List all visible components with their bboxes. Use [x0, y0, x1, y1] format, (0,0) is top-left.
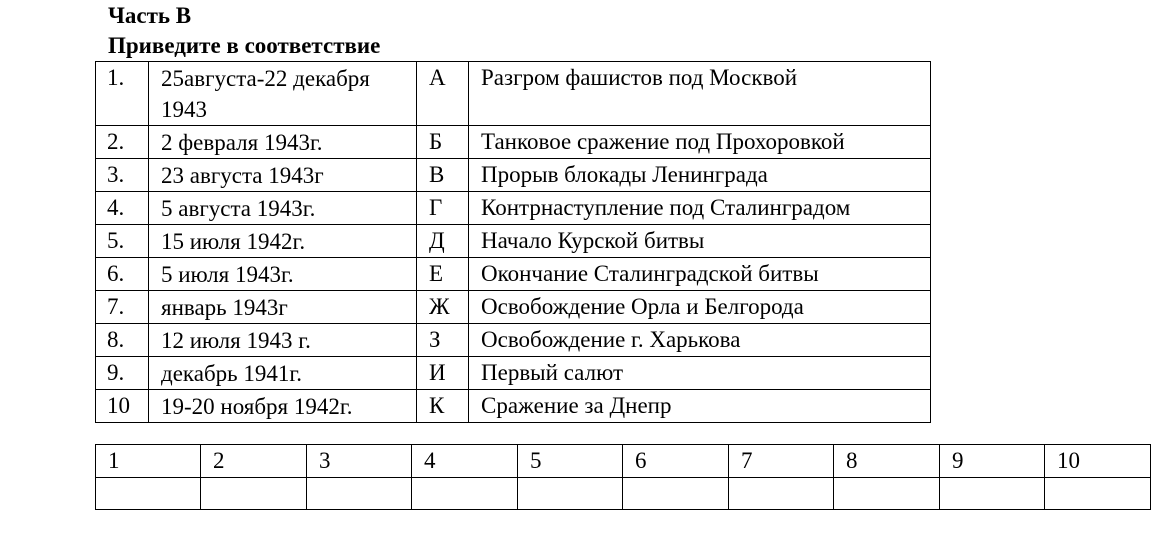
- row-number: 2.: [96, 126, 149, 159]
- letter-cell: Д: [417, 225, 469, 258]
- answer-cell[interactable]: [96, 477, 201, 509]
- answer-cell[interactable]: [307, 477, 412, 509]
- answer-header-cell: 1: [96, 445, 201, 478]
- answer-header-cell: 3: [307, 445, 412, 478]
- letter-cell: И: [417, 357, 469, 390]
- event-cell: Начало Курской битвы: [469, 225, 931, 258]
- answer-cell[interactable]: [412, 477, 518, 509]
- answer-header-cell: 6: [623, 445, 729, 478]
- date-cell: 5 июля 1943г.: [149, 258, 417, 291]
- event-cell: Окончание Сталинградской битвы: [469, 258, 931, 291]
- row-number: 8.: [96, 324, 149, 357]
- letter-cell: Б: [417, 126, 469, 159]
- event-cell: Первый салют: [469, 357, 931, 390]
- letter-cell: Ж: [417, 291, 469, 324]
- answer-cell[interactable]: [518, 477, 623, 509]
- row-number: 1.: [96, 62, 149, 126]
- table-row: [96, 258, 931, 291]
- table-row: [96, 324, 931, 357]
- row-number: 3.: [96, 159, 149, 192]
- date-cell: 19-20 ноября 1942г.: [149, 390, 417, 423]
- event-cell: Сражение за Днепр: [469, 390, 931, 423]
- answer-header-cell: 9: [940, 445, 1045, 478]
- answer-header-cell: 4: [412, 445, 518, 478]
- table-row: [96, 390, 931, 423]
- answer-header-row: [96, 445, 1151, 478]
- answer-header-cell: 2: [201, 445, 307, 478]
- row-number: 7.: [96, 291, 149, 324]
- answer-header-cell: 8: [834, 445, 940, 478]
- letter-cell: В: [417, 159, 469, 192]
- event-cell: Освобождение г. Харькова: [469, 324, 931, 357]
- event-cell: Танковое сражение под Прохоровкой: [469, 126, 931, 159]
- row-number: 10: [96, 390, 149, 423]
- table-row: [96, 291, 931, 324]
- row-number: 9.: [96, 357, 149, 390]
- instruction-heading: Приведите в соответствие: [108, 33, 381, 58]
- table-row: [96, 126, 931, 159]
- table-row: [96, 62, 931, 126]
- event-cell: Прорыв блокады Ленинграда: [469, 159, 931, 192]
- answer-grid: [95, 444, 1151, 510]
- answer-cell[interactable]: [1045, 477, 1151, 509]
- date-cell: январь 1943г: [149, 291, 417, 324]
- date-cell: 23 августа 1943г: [149, 159, 417, 192]
- date-cell: 25августа-22 декабря 1943: [149, 62, 417, 126]
- table-row: [96, 192, 931, 225]
- letter-cell: К: [417, 390, 469, 423]
- answer-header-cell: 7: [729, 445, 834, 478]
- date-cell: 12 июля 1943 г.: [149, 324, 417, 357]
- answer-header-cell: 5: [518, 445, 623, 478]
- table-row: [96, 357, 931, 390]
- part-title: Часть В: [108, 3, 192, 28]
- answer-input-row: [96, 477, 1151, 509]
- answer-cell[interactable]: [623, 477, 729, 509]
- row-number: 6.: [96, 258, 149, 291]
- answer-cell[interactable]: [201, 477, 307, 509]
- answer-cell[interactable]: [834, 477, 940, 509]
- letter-cell: Е: [417, 258, 469, 291]
- event-cell: Освобождение Орла и Белгорода: [469, 291, 931, 324]
- date-cell: 2 февраля 1943г.: [149, 126, 417, 159]
- matching-table: [95, 61, 931, 423]
- letter-cell: Г: [417, 192, 469, 225]
- table-row: [96, 159, 931, 192]
- date-cell: 5 августа 1943г.: [149, 192, 417, 225]
- answer-header-cell: 10: [1045, 445, 1151, 478]
- row-number: 4.: [96, 192, 149, 225]
- letter-cell: А: [417, 62, 469, 126]
- answer-cell[interactable]: [729, 477, 834, 509]
- answer-cell[interactable]: [940, 477, 1045, 509]
- letter-cell: З: [417, 324, 469, 357]
- date-cell: декабрь 1941г.: [149, 357, 417, 390]
- event-cell: Разгром фашистов под Москвой: [469, 62, 931, 126]
- event-cell: Контрнаступление под Сталинградом: [469, 192, 931, 225]
- table-row: [96, 225, 931, 258]
- row-number: 5.: [96, 225, 149, 258]
- date-cell: 15 июля 1942г.: [149, 225, 417, 258]
